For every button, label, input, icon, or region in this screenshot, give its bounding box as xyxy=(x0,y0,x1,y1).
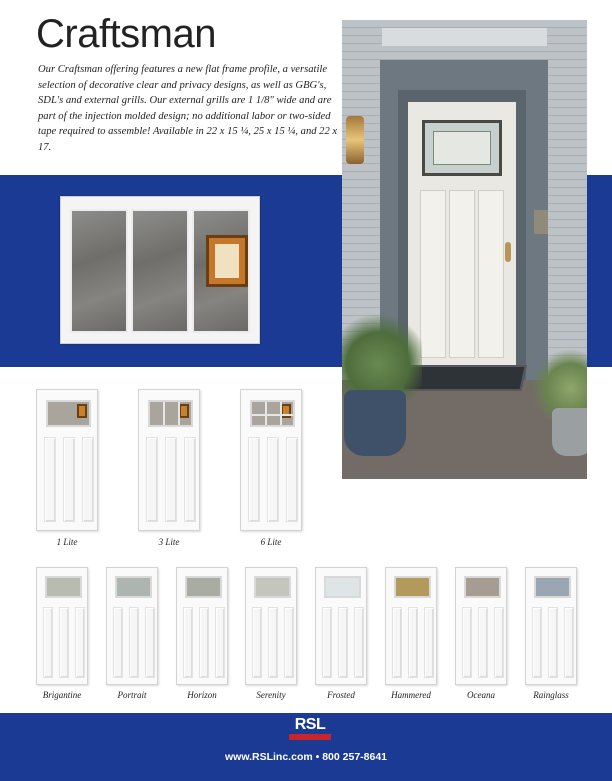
door-glass xyxy=(250,400,295,427)
door-panel xyxy=(424,607,434,678)
door-caption: 3 Lite xyxy=(158,537,180,547)
door-caption: Portrait xyxy=(117,690,147,700)
door-caption: Serenity xyxy=(256,690,286,700)
door-glass xyxy=(394,576,431,598)
door-panel xyxy=(82,437,94,522)
door-caption: Brigantine xyxy=(42,690,82,700)
page-title: Craftsman xyxy=(36,12,216,56)
doorbell-box xyxy=(534,210,548,234)
door-thumbnail xyxy=(315,567,367,685)
door-panel xyxy=(478,607,488,678)
door-glass xyxy=(185,576,222,598)
door-panel xyxy=(267,437,279,522)
door-glass xyxy=(45,576,82,598)
door-glass xyxy=(464,576,501,598)
door-panel xyxy=(462,607,472,678)
sample-pane xyxy=(70,209,128,333)
framed-picture xyxy=(77,404,87,418)
door-thumbnail xyxy=(106,567,158,685)
door-panel xyxy=(75,607,85,678)
door-thumbnail xyxy=(455,567,507,685)
door-panel xyxy=(59,607,69,678)
door-panel xyxy=(338,607,348,678)
door-thumbnail xyxy=(525,567,577,685)
door-panel xyxy=(248,437,260,522)
grill-bar xyxy=(252,414,293,416)
door-glass xyxy=(534,576,571,598)
door-glass xyxy=(148,400,193,427)
wall-lantern xyxy=(346,116,364,164)
door-panel xyxy=(146,437,158,522)
door-panel xyxy=(548,607,558,678)
sample-window-frame xyxy=(60,196,260,344)
door-panel xyxy=(286,437,298,522)
door-glass xyxy=(46,400,91,427)
door-panel xyxy=(284,607,294,678)
door-panel xyxy=(113,607,123,678)
door-thumbnail xyxy=(240,389,302,531)
door-handle xyxy=(505,242,511,262)
door-caption: 1 Lite xyxy=(56,537,78,547)
door-panel xyxy=(43,607,53,678)
door-panel xyxy=(215,607,225,678)
sample-pane xyxy=(192,209,250,333)
grill-bar xyxy=(163,402,165,425)
framed-picture xyxy=(179,404,189,418)
porch-door-photo xyxy=(342,20,587,479)
door-panel xyxy=(268,607,278,678)
door-caption: Frosted xyxy=(327,690,355,700)
door-thumbnail xyxy=(138,389,200,531)
door-glass xyxy=(422,120,502,176)
door-panel xyxy=(494,607,504,678)
door-thumbnail xyxy=(36,567,88,685)
door-panel xyxy=(63,437,75,522)
door-thumbnail xyxy=(385,567,437,685)
planter-pot xyxy=(344,390,406,456)
door-panel xyxy=(392,607,402,678)
door-glass xyxy=(254,576,291,598)
grill-bar xyxy=(178,402,180,425)
framed-picture xyxy=(206,235,248,287)
door-panel xyxy=(145,607,155,678)
door-panel xyxy=(165,437,177,522)
door-panel xyxy=(532,607,542,678)
door-glass xyxy=(324,576,361,598)
rsl-logo: RSL xyxy=(289,716,331,742)
door-panel xyxy=(354,607,364,678)
door-panel xyxy=(322,607,332,678)
door-caption: Rainglass xyxy=(533,690,569,700)
door-panel xyxy=(408,607,418,678)
door-thumbnail xyxy=(176,567,228,685)
sample-pane xyxy=(131,209,189,333)
intro-paragraph: Our Craftsman offering features a new flat frame profile, a versatile selection of decorative clear and privacy designs, as well as GBG's, SDL's and external grills. Our external grills are 1 1/8" wide and are part of the injection molded design; no additional labor or two-sided tape required to assemble! Available in 22 x 15 ¼, 25 x 15 ¼, and 22 x 17. xyxy=(38,64,338,153)
contact-line: www.RSLinc.com • 800 257-8641 xyxy=(224,751,388,763)
door-panel xyxy=(129,607,139,678)
door-thumbnail xyxy=(36,389,98,531)
door-caption: Oceana xyxy=(467,690,495,700)
door-panel xyxy=(184,437,196,522)
potted-plant xyxy=(342,310,422,400)
door-panel xyxy=(564,607,574,678)
door-panel xyxy=(44,437,56,522)
door-glass xyxy=(115,576,152,598)
door-panel xyxy=(252,607,262,678)
door-caption: 6 Lite xyxy=(260,537,282,547)
door-panel xyxy=(199,607,209,678)
door-caption: Horizon xyxy=(187,690,217,700)
door-caption: Hammered xyxy=(391,690,431,700)
door-thumbnail xyxy=(245,567,297,685)
planter-pot xyxy=(552,408,587,456)
door-panel xyxy=(183,607,193,678)
